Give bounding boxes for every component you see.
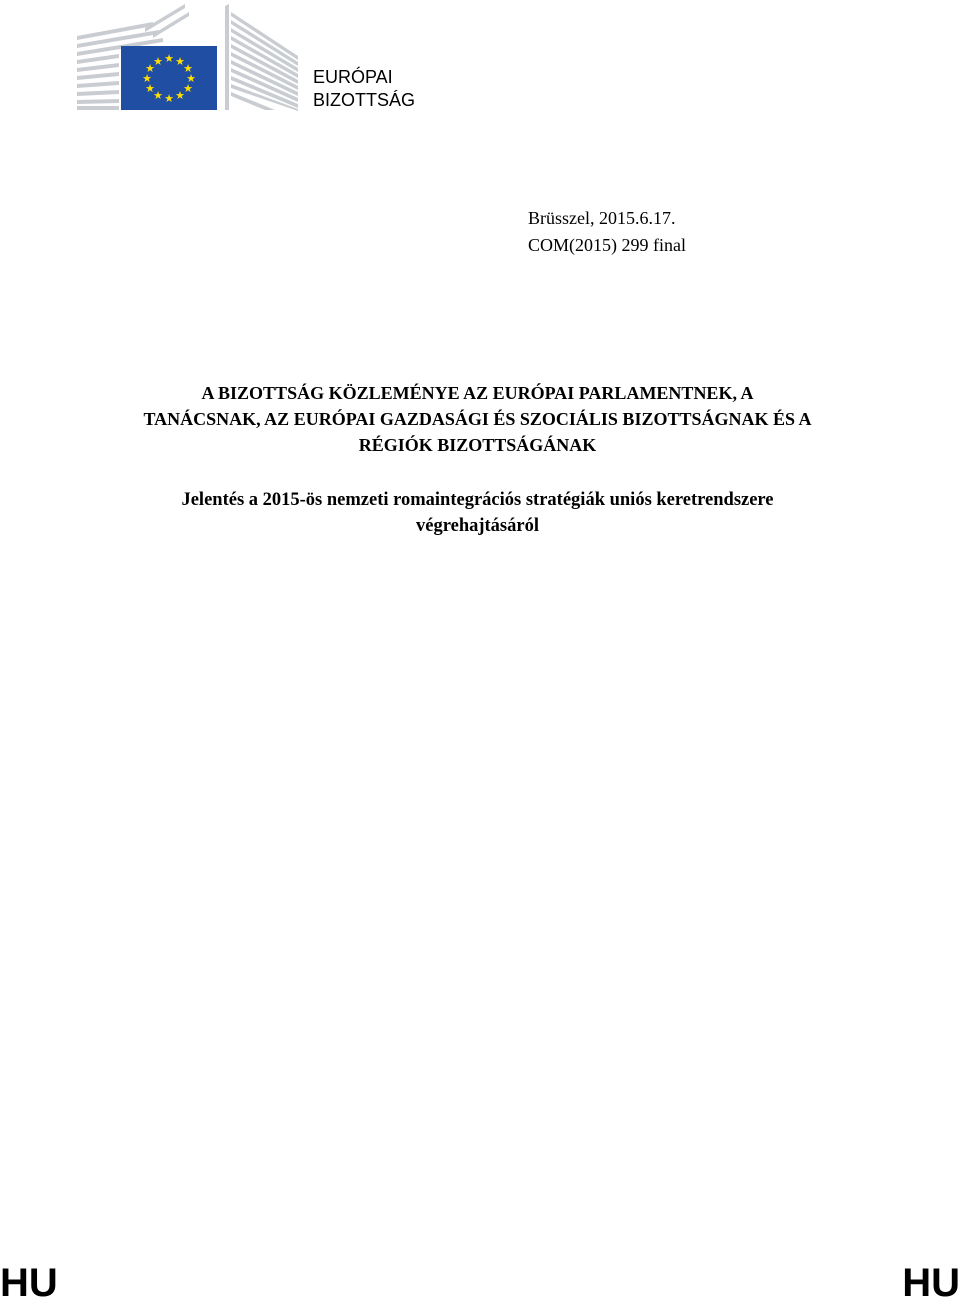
language-code-right: HU	[902, 1261, 960, 1305]
svg-text:★: ★	[183, 82, 193, 95]
document-meta	[528, 205, 686, 259]
organization-name	[313, 66, 415, 112]
svg-text:★: ★	[175, 89, 185, 102]
svg-text:★: ★	[164, 92, 174, 105]
document-subtitle-line-1: Jelentés a 2015-ös nemzeti romaintegrációs stratégiák uniós keretrendszere	[181, 490, 774, 510]
svg-text:★: ★	[153, 89, 163, 102]
svg-text:★: ★	[153, 55, 163, 68]
svg-text:★: ★	[145, 62, 155, 75]
svg-text:★: ★	[186, 72, 196, 85]
place-date: Brüsszel, 2015.6.17.	[528, 208, 676, 228]
document-title	[60, 380, 895, 458]
svg-text:★: ★	[145, 82, 155, 95]
document-reference: COM(2015) 299 final	[528, 235, 686, 255]
language-code-left: HU	[0, 1261, 58, 1305]
document-title-line-1: A BIZOTTSÁG KÖZLEMÉNYE AZ EURÓPAI PARLAMENTNEK, A	[201, 383, 754, 403]
svg-text:★: ★	[142, 72, 152, 85]
document-title-line-3: RÉGIÓK BIZOTTSÁGÁNAK	[358, 435, 597, 455]
svg-text:★: ★	[164, 52, 174, 65]
european-commission-logo-icon	[75, 0, 300, 113]
svg-text:★: ★	[183, 62, 193, 75]
document-subtitle-line-2: végrehajtásáról	[416, 516, 539, 536]
document-title-line-2: TANÁCSNAK, AZ EURÓPAI GAZDASÁGI ÉS SZOCIÁLIS BIZOTTSÁGNAK ÉS A	[143, 409, 812, 429]
organization-name-line-2: BIZOTTSÁG	[313, 90, 416, 110]
svg-text:★: ★	[175, 55, 185, 68]
organization-name-line-1: EURÓPAI	[313, 67, 393, 87]
document-subtitle	[60, 487, 895, 539]
